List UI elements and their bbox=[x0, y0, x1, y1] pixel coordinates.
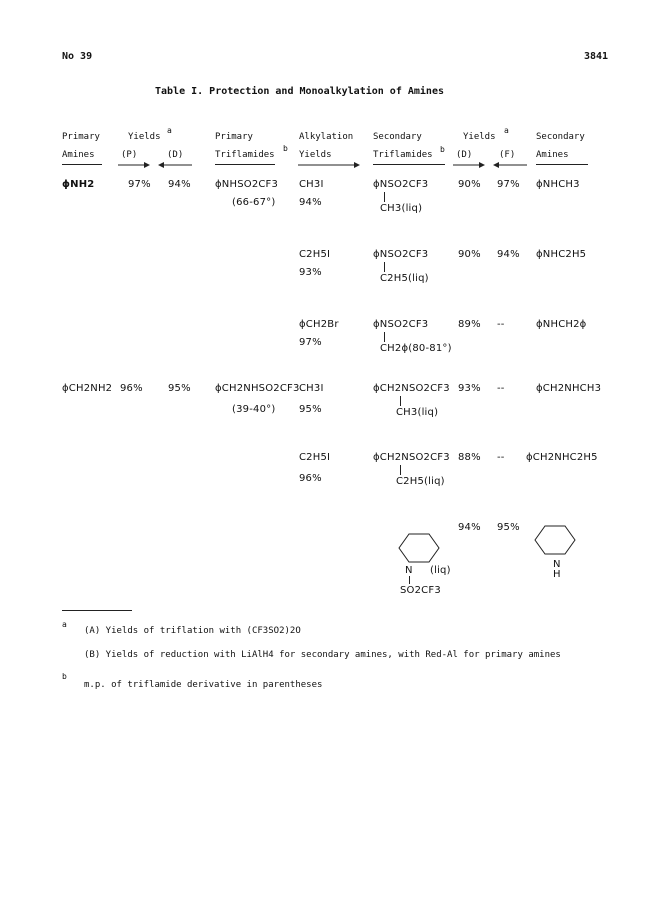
col-header-secondary-amines-2: Amines bbox=[536, 150, 569, 160]
col-header-p: (P) bbox=[121, 150, 138, 160]
r2-secondary-amine: ϕNHC2H5 bbox=[536, 249, 587, 260]
r1-primary-amine: ϕNH2 bbox=[62, 179, 95, 190]
r1-secondary-triflamide: ϕNSO2CF3 bbox=[373, 179, 429, 190]
r2-bond bbox=[384, 262, 385, 272]
r1-alkylating-agent: CH3I bbox=[299, 179, 324, 190]
header-underline-primary-amines bbox=[62, 164, 102, 165]
col-header-secondary-triflamides-1: Secondary bbox=[373, 132, 422, 142]
r3-secondary-amine: ϕNHCH2ϕ bbox=[536, 319, 587, 330]
col-header-yields-sup: a bbox=[167, 126, 172, 135]
r6-yield-f2: 95% bbox=[497, 522, 520, 533]
r4-yield-p: 96% bbox=[120, 383, 143, 394]
col-header-alkylation-yields: Yields bbox=[299, 150, 332, 160]
r2-alkylating-agent: C2H5I bbox=[299, 249, 331, 260]
r4-bond bbox=[400, 396, 401, 406]
footnote-b-line: m.p. of triflamide derivative in parentheses bbox=[84, 680, 323, 690]
alkylation-arrow bbox=[296, 160, 362, 170]
r3-bond bbox=[384, 332, 385, 342]
col-header-primary-triflamides-2: Triflamides bbox=[215, 150, 275, 160]
r1-yield-p: 97% bbox=[128, 179, 151, 190]
r3-alkylation-yield: 97% bbox=[299, 337, 322, 348]
r5-secondary-amine: ϕCH2NHC2H5 bbox=[526, 452, 598, 463]
col-header-yields-2: Yields bbox=[463, 132, 496, 142]
r3-yield-d2: 89% bbox=[458, 319, 481, 330]
r4-primary-triflamide: ϕCH2NHSO2CF3 bbox=[215, 383, 300, 394]
r4-yield-d2: 93% bbox=[458, 383, 481, 394]
r5-yield-d2: 88% bbox=[458, 452, 481, 463]
r1-secondary-substituent: CH3(liq) bbox=[380, 203, 423, 214]
r4-yield-d: 95% bbox=[168, 383, 191, 394]
r1-bond bbox=[384, 192, 385, 202]
r5-bond bbox=[400, 465, 401, 475]
r6-amine-hydrogen: H bbox=[553, 569, 561, 580]
col-header-yields: Yields bbox=[128, 132, 161, 142]
col-header-primary-amines-2: Amines bbox=[62, 150, 95, 160]
r5-yield-f2: -- bbox=[497, 452, 505, 463]
col-header-d: (D) bbox=[167, 150, 184, 160]
col-header-primary-amines-1: Primary bbox=[62, 132, 100, 142]
col-header-yields-2-sup: a bbox=[504, 126, 509, 135]
col-header-alkylation: Alkylation bbox=[299, 132, 354, 142]
r5-alkylating-agent: C2H5I bbox=[299, 452, 331, 463]
col-header-d-2: (D) bbox=[456, 150, 473, 160]
r1-triflamide-mp: (66-67°) bbox=[232, 197, 276, 208]
r3-secondary-substituent: CH2ϕ(80-81°) bbox=[380, 343, 452, 354]
r4-secondary-amine: ϕCH2NHCH3 bbox=[536, 383, 602, 394]
footnote-a-line-1: (A) Yields of triflation with (CF3SO2)2O bbox=[84, 626, 301, 636]
r4-triflamide-mp: (39-40°) bbox=[232, 404, 276, 415]
r1-yield-f2: 97% bbox=[497, 179, 520, 190]
r4-secondary-triflamide: ϕCH2NSO2CF3 bbox=[373, 383, 450, 394]
r2-secondary-triflamide: ϕNSO2CF3 bbox=[373, 249, 429, 260]
r4-secondary-substituent: CH3(liq) bbox=[396, 407, 439, 418]
r1-secondary-amine: ϕNHCH3 bbox=[536, 179, 580, 190]
yield-arrows bbox=[116, 160, 196, 170]
col-header-primary-triflamides-1: Primary bbox=[215, 132, 253, 142]
r6-ring-label: (liq) bbox=[430, 565, 451, 576]
col-header-secondary-amines-1: Secondary bbox=[536, 132, 585, 142]
r4-alkylation-yield: 95% bbox=[299, 404, 322, 415]
col-header-f-2: (F) bbox=[499, 150, 516, 160]
r1-primary-triflamide: ϕNHSO2CF3 bbox=[215, 179, 279, 190]
r1-yield-d: 94% bbox=[168, 179, 191, 190]
r5-secondary-triflamide: ϕCH2NSO2CF3 bbox=[373, 452, 450, 463]
r2-alkylation-yield: 93% bbox=[299, 267, 322, 278]
r3-alkylating-agent: ϕCH2Br bbox=[299, 319, 339, 330]
r3-secondary-triflamide: ϕNSO2CF3 bbox=[373, 319, 429, 330]
col-header-secondary-triflamides-2: Triflamides bbox=[373, 150, 433, 160]
r6-ring-substituent: SO2CF3 bbox=[400, 585, 441, 596]
footnote-a-mark: a bbox=[62, 620, 67, 629]
r2-secondary-substituent: C2H5(liq) bbox=[380, 273, 429, 284]
header-underline-primary-triflamides bbox=[215, 164, 275, 165]
footnote-a-line-2: (B) Yields of reduction with LiAlH4 for secondary amines, with Red-Al for primary amines bbox=[84, 650, 561, 660]
r6-ring-nitrogen: N bbox=[405, 565, 413, 576]
header-underline-secondary-amines bbox=[536, 164, 588, 165]
r6-amine-nitrogen: N bbox=[553, 559, 561, 570]
col-header-triflamides-sup: b bbox=[283, 144, 288, 153]
yield-arrows-2 bbox=[451, 160, 531, 170]
r2-yield-f2: 94% bbox=[497, 249, 520, 260]
r2-yield-d2: 90% bbox=[458, 249, 481, 260]
r5-alkylation-yield: 96% bbox=[299, 473, 322, 484]
header-underline-secondary-triflamides bbox=[373, 164, 445, 165]
col-header-secondary-triflamides-sup: b bbox=[440, 145, 445, 154]
r1-alkylation-yield: 94% bbox=[299, 197, 322, 208]
r5-secondary-substituent: C2H5(liq) bbox=[396, 476, 445, 487]
r4-primary-amine: ϕCH2NH2 bbox=[62, 383, 113, 394]
footnote-b-mark: b bbox=[62, 672, 67, 681]
r6-ring-bond bbox=[409, 576, 410, 584]
r4-alkylating-agent: CH3I bbox=[299, 383, 324, 394]
r1-yield-d2: 90% bbox=[458, 179, 481, 190]
r4-yield-f2: -- bbox=[497, 383, 505, 394]
journal-issue: No 39 bbox=[62, 51, 93, 62]
r3-yield-f2: -- bbox=[497, 319, 505, 330]
footnote-rule bbox=[62, 610, 132, 611]
r6-yield-d2: 94% bbox=[458, 522, 481, 533]
page-number: 3841 bbox=[584, 51, 609, 62]
table-title: Table I. Protection and Monoalkylation of Amines bbox=[155, 86, 444, 97]
